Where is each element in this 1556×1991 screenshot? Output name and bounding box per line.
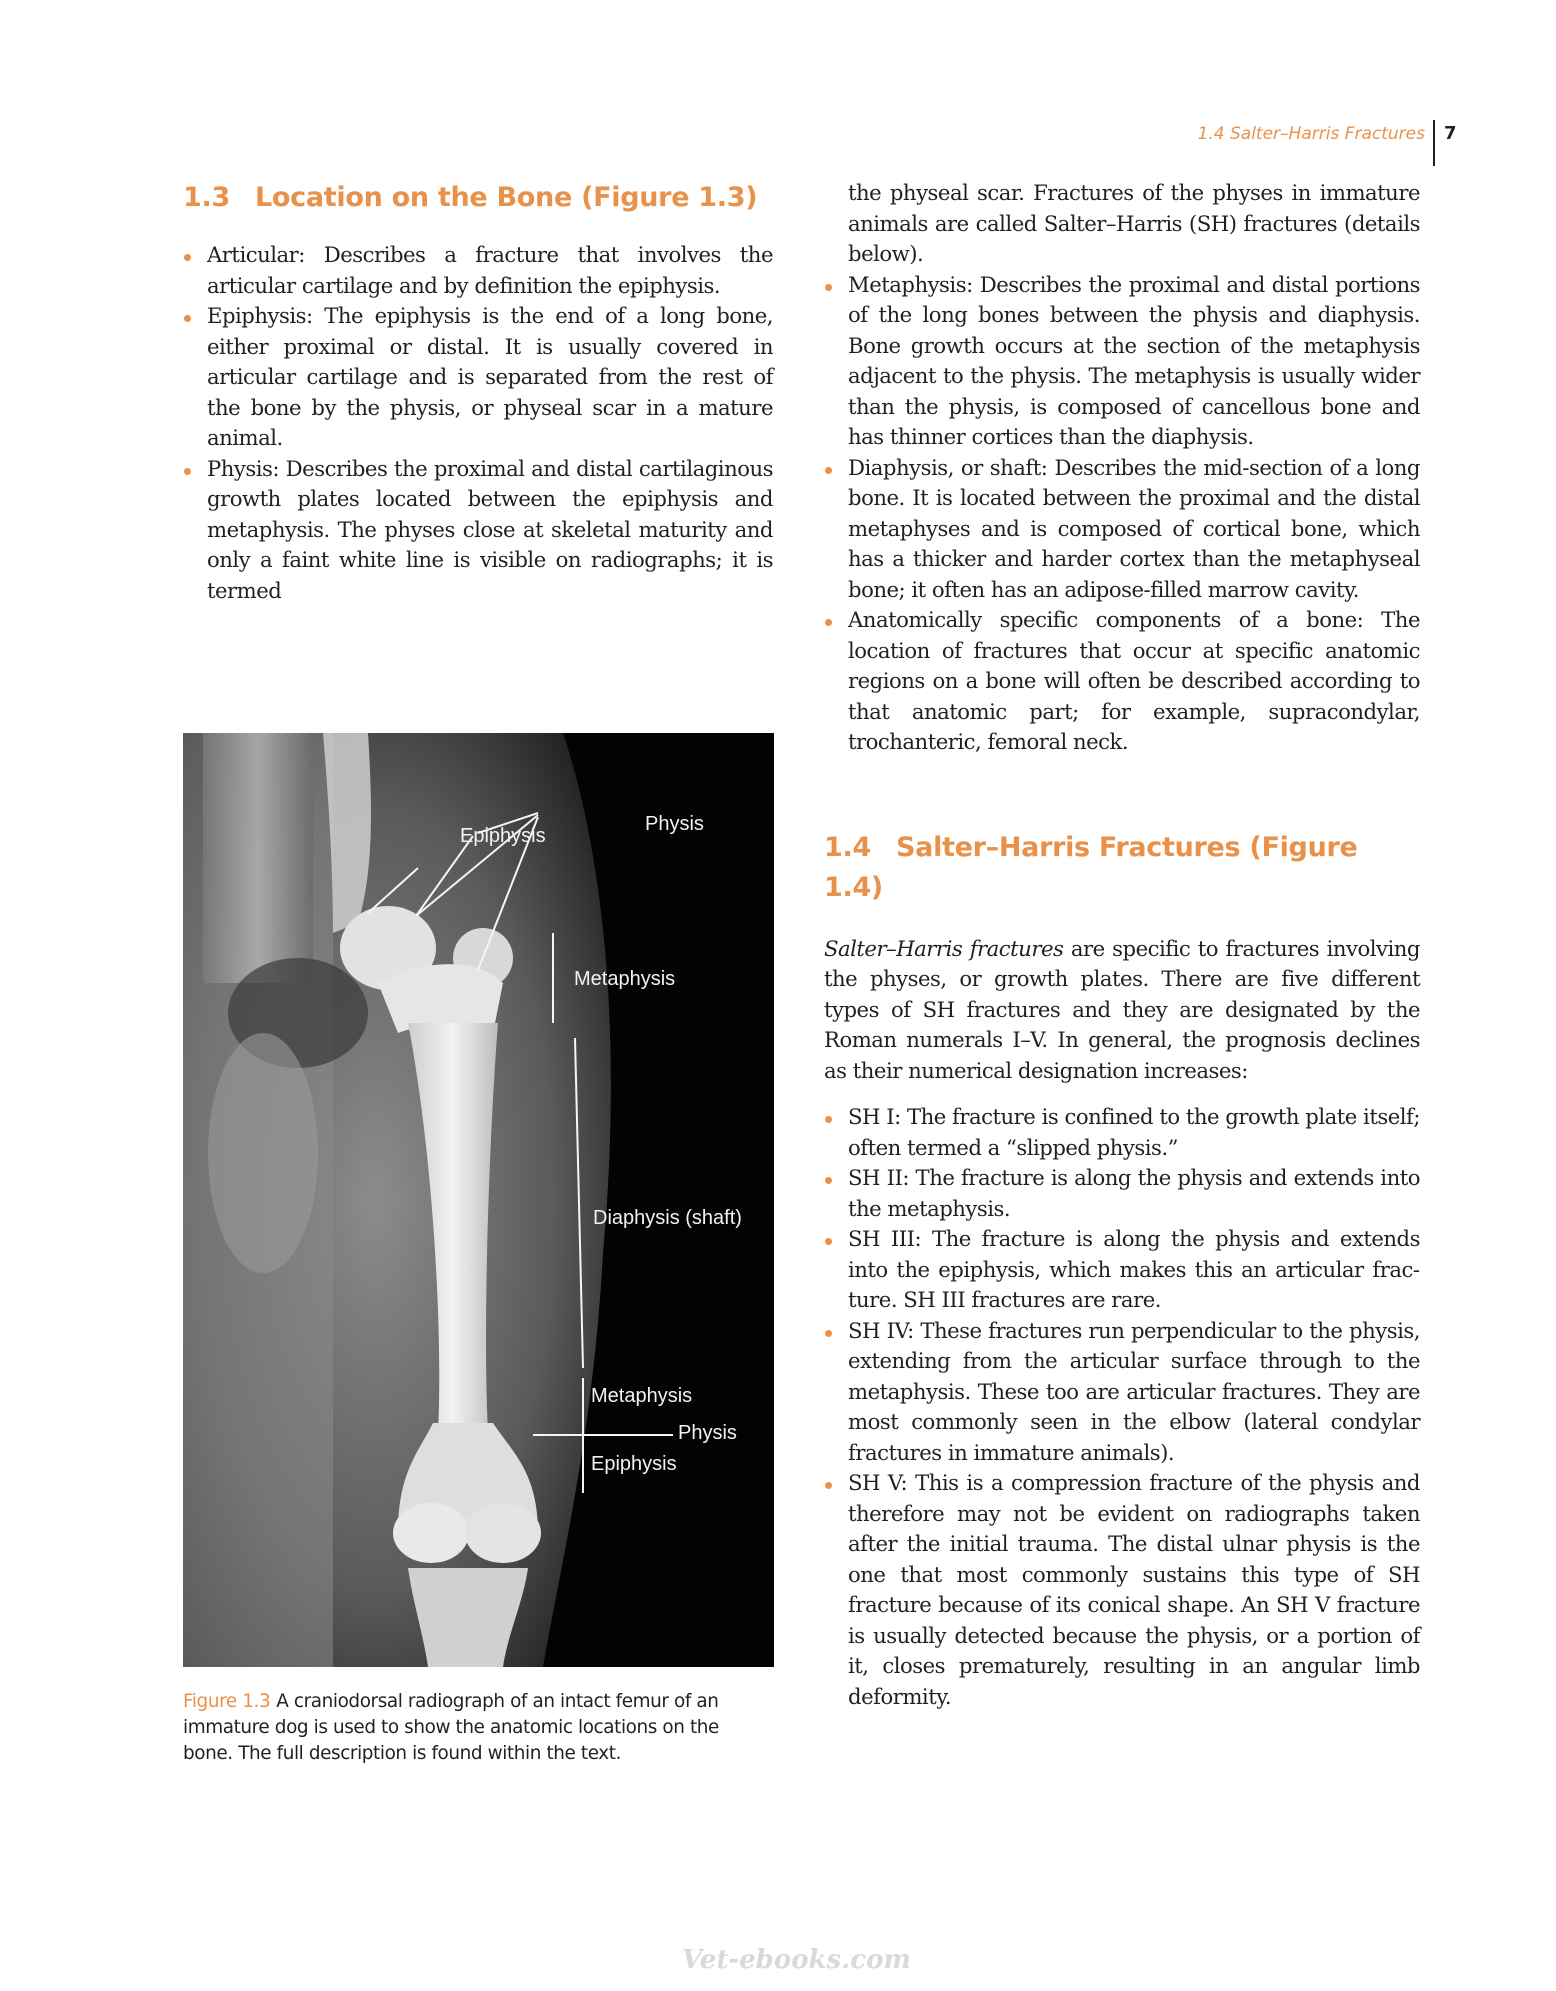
bullet-sh-iii: SH III: The fracture is along the physis and extends into the epiphysis, which makes this an articular fracture. SH III fractures are rare. bbox=[824, 1224, 1420, 1316]
figure-1-3-radiograph bbox=[183, 733, 774, 1667]
section-13-number: 1.3 bbox=[183, 182, 230, 213]
section-13-bullet-list-continued bbox=[824, 270, 1420, 758]
bullet-anatomic-components: Anatomically specific components of a bone: The location of fractures that occur at specific anatomic regions on a bone will often be described according to that anatomic part; for example, supracondylar, trochanteric, femoral neck. bbox=[824, 605, 1420, 758]
running-head: 1.4 Salter–Harris Fractures bbox=[1197, 124, 1425, 144]
label-metaphysis-top: Metaphysis bbox=[574, 968, 676, 990]
label-metaphysis-bottom: Metaphysis bbox=[591, 1385, 693, 1407]
section-13-bullet-list bbox=[183, 240, 773, 606]
bullet-diaphysis: Diaphysis, or shaft: Describes the mid-section of a long bone. It is located between the proximal and the distal metaphyses and is composed of cortical bone, which has a thicker and harder cortex than the metaphyseal bone; it often has an adipose-filled marrow cavity. bbox=[824, 453, 1420, 606]
caption-text: A craniodorsal radiograph of an intact femur of an immature dog is used to show the anatomic locations on the bone. The full description is found within the text. bbox=[183, 1691, 719, 1764]
page-number: 7 bbox=[1444, 123, 1457, 144]
bullet-metaphysis: Metaphysis: Describes the proximal and distal portions of the long bones between the physis and diaphysis. Bone growth occurs at the section of the metaphysis adjacent to the physis. The metaphysis is usually wider than the physis, is composed of cancellous bone and has thinner cortices than the diaphysis. bbox=[824, 270, 1420, 453]
bullet-epiphysis: Epiphysis: The epiphysis is the end of a long bone, either proximal or distal. It is usually covered in articular cartilage and is separated from the rest of the bone by the physis, or physeal scar in a mature animal. bbox=[183, 301, 773, 454]
label-diaphysis: Diaphysis (shaft) bbox=[593, 1207, 742, 1229]
header-rule bbox=[1433, 120, 1435, 166]
bullet-sh-v: SH V: This is a compression fracture of the physis and therefore may not be evident on radiographs taken after the initial trauma. The distal ulnar physis is the one that most commonly sustains this type of SH fracture because of its conical shape. An SH V fracture is usually detected because the physis, or a portion of it, closes prematurely, resulting in an angular limb deformity. bbox=[824, 1468, 1420, 1712]
caption-label: Figure 1.3 bbox=[183, 1691, 271, 1712]
bullet-sh-ii: SH II: The fracture is along the physis and extends into the metaphysis. bbox=[824, 1163, 1420, 1224]
section-14-title: Salter–Harris Fractures (Figure 1.4) bbox=[824, 831, 1358, 903]
section-13-title: Location on the Bone (Figure 1.3) bbox=[255, 182, 758, 213]
bullet-sh-iv: SH IV: These fractures run perpendicular to the physis, extending from the articular surface through to the metaphysis. These too are articular fractures. They are most commonly seen in the elbow (lateral condylar fractures in immature animals). bbox=[824, 1316, 1420, 1469]
sh-types-list bbox=[824, 1102, 1420, 1712]
bullet-physis: Physis: Describes the proximal and distal cartilaginous growth plates located between the epiphysis and metaphysis. The physes close at skeletal maturity and only a faint white line is visible on radiographs; it is termed bbox=[183, 454, 773, 607]
figure-caption bbox=[183, 1689, 743, 1767]
bullet-articular: Articular: Describes a fracture that involves the articular cartilage and by definition the epiphysis. bbox=[183, 240, 773, 301]
radiograph-image bbox=[183, 733, 774, 1667]
section-14-intro-text: are specific to fractures involving the physes, or growth plates. There are five different types of SH fractures and they are designated by the Roman numerals I–V. In general, the prognosis declines as their numerical designation increases: bbox=[824, 935, 1420, 1083]
label-epiphysis-bottom: Epiphysis bbox=[591, 1453, 677, 1475]
left-column bbox=[183, 178, 773, 606]
section-14-heading bbox=[824, 828, 1420, 908]
label-epiphysis-top: Epiphysis bbox=[460, 825, 546, 847]
salter-harris-term: Salter–Harris fractures bbox=[824, 935, 1064, 961]
right-column bbox=[824, 178, 1420, 1712]
watermark: Vet-ebooks.com bbox=[682, 1945, 911, 1975]
section-13-heading bbox=[183, 178, 773, 218]
section-14-intro bbox=[824, 934, 1420, 1087]
label-physis-bottom: Physis bbox=[678, 1422, 737, 1444]
section-14-number: 1.4 bbox=[824, 831, 871, 863]
physis-continuation: the physeal scar. Fractures of the physes in immature animals are called Salter–Harris (SH) fractures (details below). bbox=[848, 180, 1420, 266]
label-physis-top: Physis bbox=[645, 813, 704, 835]
bullet-sh-i: SH I: The fracture is confined to the growth plate itself; often termed a “slipped physis.” bbox=[824, 1102, 1420, 1163]
